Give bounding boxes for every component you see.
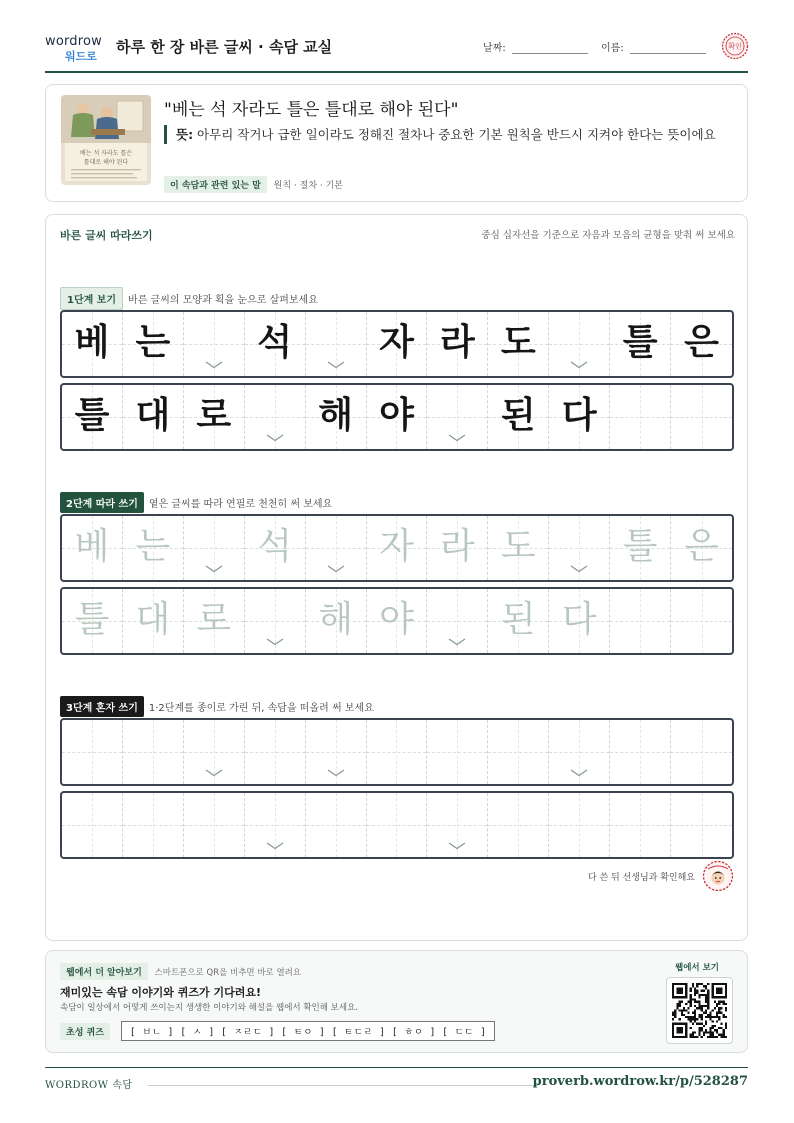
trace-character: 도 [500,526,536,567]
trace-character: 로 [196,599,232,640]
step-3-line-2[interactable] [60,791,734,859]
writing-cell [367,312,428,376]
writing-cell[interactable] [184,720,245,784]
writing-cell[interactable] [367,589,428,653]
meaning-label: 뜻: [176,127,194,142]
step-3-tag: 3단계 혼자 쓰기 [60,696,144,717]
word-space-icon [327,361,345,369]
writing-cell[interactable] [123,589,184,653]
writing-cell [306,385,367,449]
writing-cell[interactable] [245,589,306,653]
model-character: 자 [379,322,414,363]
writing-cell[interactable] [184,589,245,653]
writing-cell [245,385,306,449]
trace-character: 석 [257,526,293,567]
web-tag-note: 스마트폰으로 QR을 비추면 바로 열려요 [154,968,302,978]
writing-cell [123,385,184,449]
handwriting-practice [45,214,748,941]
writing-cell [610,385,671,449]
name-label: 이름: [601,43,624,54]
thumb-caption-2: 틀대로 해야 된다 [83,159,129,166]
writing-cell [488,312,549,376]
trace-character: 틀 [622,526,658,567]
proverb-illustration [61,95,151,185]
qr-label: 웹에서 보기 [674,963,719,973]
practice-note: 중심 십자선을 기준으로 자음과 모음의 균형을 맞춰 써 보세요 [481,230,735,241]
web-headline: 재미있는 속담 이야기와 퀴즈가 기다려요! [60,986,261,999]
writing-cell[interactable] [427,720,488,784]
name-line[interactable] [630,44,706,54]
word-space-icon [327,769,345,777]
writing-cell[interactable] [488,589,549,653]
model-character: 야 [379,395,414,436]
writing-cell[interactable] [610,720,671,784]
proverb-quote: "베는 석 자라도 틀은 틀대로 해야 된다" [164,100,459,120]
qr-code[interactable] [666,977,733,1044]
writing-cell[interactable] [367,793,428,857]
model-character: 해 [318,395,353,436]
writing-cell [427,385,488,449]
writing-cell [62,385,123,449]
writing-cell[interactable] [427,516,488,580]
model-character: 은 [684,322,719,363]
qr-code-icon[interactable] [672,983,727,1038]
writing-cell[interactable] [610,793,671,857]
word-space-icon [266,638,284,646]
footer-url[interactable]: proverb.wordrow.kr/p/528287 [532,1074,748,1089]
writing-cell[interactable] [184,516,245,580]
model-character: 는 [135,322,171,363]
writing-cell[interactable] [610,589,671,653]
writing-cell[interactable] [306,720,367,784]
writing-cell [610,312,671,376]
date-field[interactable] [483,39,588,54]
quiz-hints: [ ㅂㄴ ] [ ㅅ ] [ ㅈㄹㄷ ] [ ㅌㅇ ] [ ㅌㄷㄹ ] [ ㅎㅇ ] [ ㄷㄷ ] [121,1021,496,1041]
chosung-quiz [60,1021,495,1041]
word-space-icon [205,565,223,573]
writing-cell[interactable] [306,516,367,580]
writing-cell [549,385,610,449]
related-words [164,176,343,193]
trace-character: 틀 [74,599,110,640]
name-field[interactable] [601,39,706,54]
trace-character: 대 [135,599,171,640]
writing-cell [123,312,184,376]
word-space-icon [205,769,223,777]
step-2-desc: 옅은 글씨를 따라 연필로 천천히 써 보세요 [148,499,333,510]
word-space-icon [448,842,466,850]
writing-cell[interactable] [62,516,123,580]
wordrow-logo [45,34,107,64]
writing-cell [427,312,488,376]
model-character: 도 [500,322,536,363]
step-2-tag: 2단계 따라 쓰기 [60,492,144,513]
page-footer [45,1067,748,1091]
logo-wordmark: wordrow [45,34,102,49]
step-1-desc: 바른 글씨의 모양과 획을 눈으로 살펴보세요 [128,295,318,306]
trace-character: 자 [379,526,414,567]
word-space-icon [570,769,588,777]
writing-cell[interactable] [123,516,184,580]
date-line[interactable] [512,44,588,54]
writing-cell [671,312,732,376]
word-space-icon [266,842,284,850]
teacher-confirm-note: 다 쓴 뒤 선생님과 확인해요 [587,873,695,883]
writing-cell[interactable] [549,720,610,784]
web-tag: 웹에서 더 알아보기 [60,963,148,980]
step-2-line-2[interactable] [60,587,734,655]
step-2-header [60,492,332,513]
writing-cell[interactable] [306,793,367,857]
approval-seal-icon [721,32,749,60]
writing-cell[interactable] [549,516,610,580]
trace-character: 라 [440,526,475,567]
writing-cell[interactable] [306,589,367,653]
thumb-caption-1: 베는 석 자라도 틀은 [79,150,133,157]
step-3-header [60,696,374,717]
word-space-icon [205,361,223,369]
writing-cell[interactable] [549,793,610,857]
trace-character: 해 [318,599,353,640]
model-character: 다 [561,395,597,436]
model-character: 틀 [74,395,110,436]
related-label: 이 속담과 관련 있는 말 [164,176,267,193]
word-space-icon [327,565,345,573]
writing-cell[interactable] [671,793,732,857]
writing-cell[interactable] [671,516,732,580]
writing-cell [62,312,123,376]
web-tag-line [60,963,301,980]
writing-cell [306,312,367,376]
trace-character: 베 [74,526,110,567]
word-space-icon [448,434,466,442]
model-character: 로 [196,395,232,436]
web-promo [45,950,748,1053]
footer-brand: WORDROW 속담 [45,1080,133,1091]
writing-cell [245,312,306,376]
step-1-line-2 [60,383,734,451]
writing-cell[interactable] [367,516,428,580]
seal-text: 확인 [728,42,742,51]
writing-cell[interactable] [123,793,184,857]
teacher-stamp-icon [702,860,734,892]
model-character: 된 [500,395,536,436]
writing-cell[interactable] [245,720,306,784]
writing-cell[interactable] [367,720,428,784]
meaning-text: 아무리 작거나 급한 일이라도 정해진 절차나 중요한 기본 원칙을 반드시 지켜야 한다는 뜻이에요 [193,127,716,142]
writing-cell[interactable] [488,516,549,580]
writing-cell [184,312,245,376]
writing-cell[interactable] [184,793,245,857]
page-header [45,30,748,73]
writing-cell[interactable] [123,720,184,784]
writing-cell[interactable] [62,720,123,784]
step-3-line-1[interactable] [60,718,734,786]
writing-cell[interactable] [62,793,123,857]
model-character: 틀 [622,322,658,363]
web-description: 속담이 일상에서 어떻게 쓰이는지 생생한 이야기와 해설을 웹에서 확인해 보세요. [60,1003,358,1013]
writing-cell[interactable] [610,516,671,580]
writing-cell[interactable] [488,793,549,857]
writing-cell[interactable] [427,793,488,857]
writing-cell [184,385,245,449]
model-character: 대 [135,395,171,436]
proverb-card [45,84,748,202]
writing-cell[interactable] [427,589,488,653]
writing-cell[interactable] [671,589,732,653]
trace-character: 된 [500,599,536,640]
writing-cell [671,385,732,449]
proverb-meaning [164,125,734,144]
writing-cell[interactable] [62,589,123,653]
model-character: 베 [74,322,110,363]
logo-korean: 워드로 [65,50,97,63]
writing-cell [367,385,428,449]
writing-cell[interactable] [549,589,610,653]
step-1-line-1 [60,310,734,378]
page-title: 하루 한 장 바른 글씨 · 속담 교실 [116,38,333,56]
word-space-icon [448,638,466,646]
trace-character: 은 [684,526,719,567]
writing-cell[interactable] [245,793,306,857]
model-character: 석 [257,322,293,363]
model-character: 라 [440,322,475,363]
related-list: 원칙 · 절차 · 기본 [273,181,343,191]
step-1-tag: 1단계 보기 [60,287,123,310]
writing-cell[interactable] [488,720,549,784]
writing-cell[interactable] [671,720,732,784]
writing-cell [549,312,610,376]
writing-cell [488,385,549,449]
word-space-icon [570,565,588,573]
date-label: 날짜: [483,43,506,54]
step-1-header [60,287,318,310]
footer-divider [148,1085,538,1086]
practice-title: 바른 글씨 따라쓰기 [60,229,153,242]
word-space-icon [570,361,588,369]
step-2-line-1[interactable] [60,514,734,582]
trace-character: 는 [135,526,171,567]
trace-character: 야 [379,599,414,640]
trace-character: 다 [561,599,597,640]
quiz-label: 초성 퀴즈 [60,1023,110,1040]
word-space-icon [266,434,284,442]
writing-cell[interactable] [245,516,306,580]
step-3-desc: 1·2단계를 종이로 가린 뒤, 속담을 떠올려 써 보세요 [148,703,374,714]
